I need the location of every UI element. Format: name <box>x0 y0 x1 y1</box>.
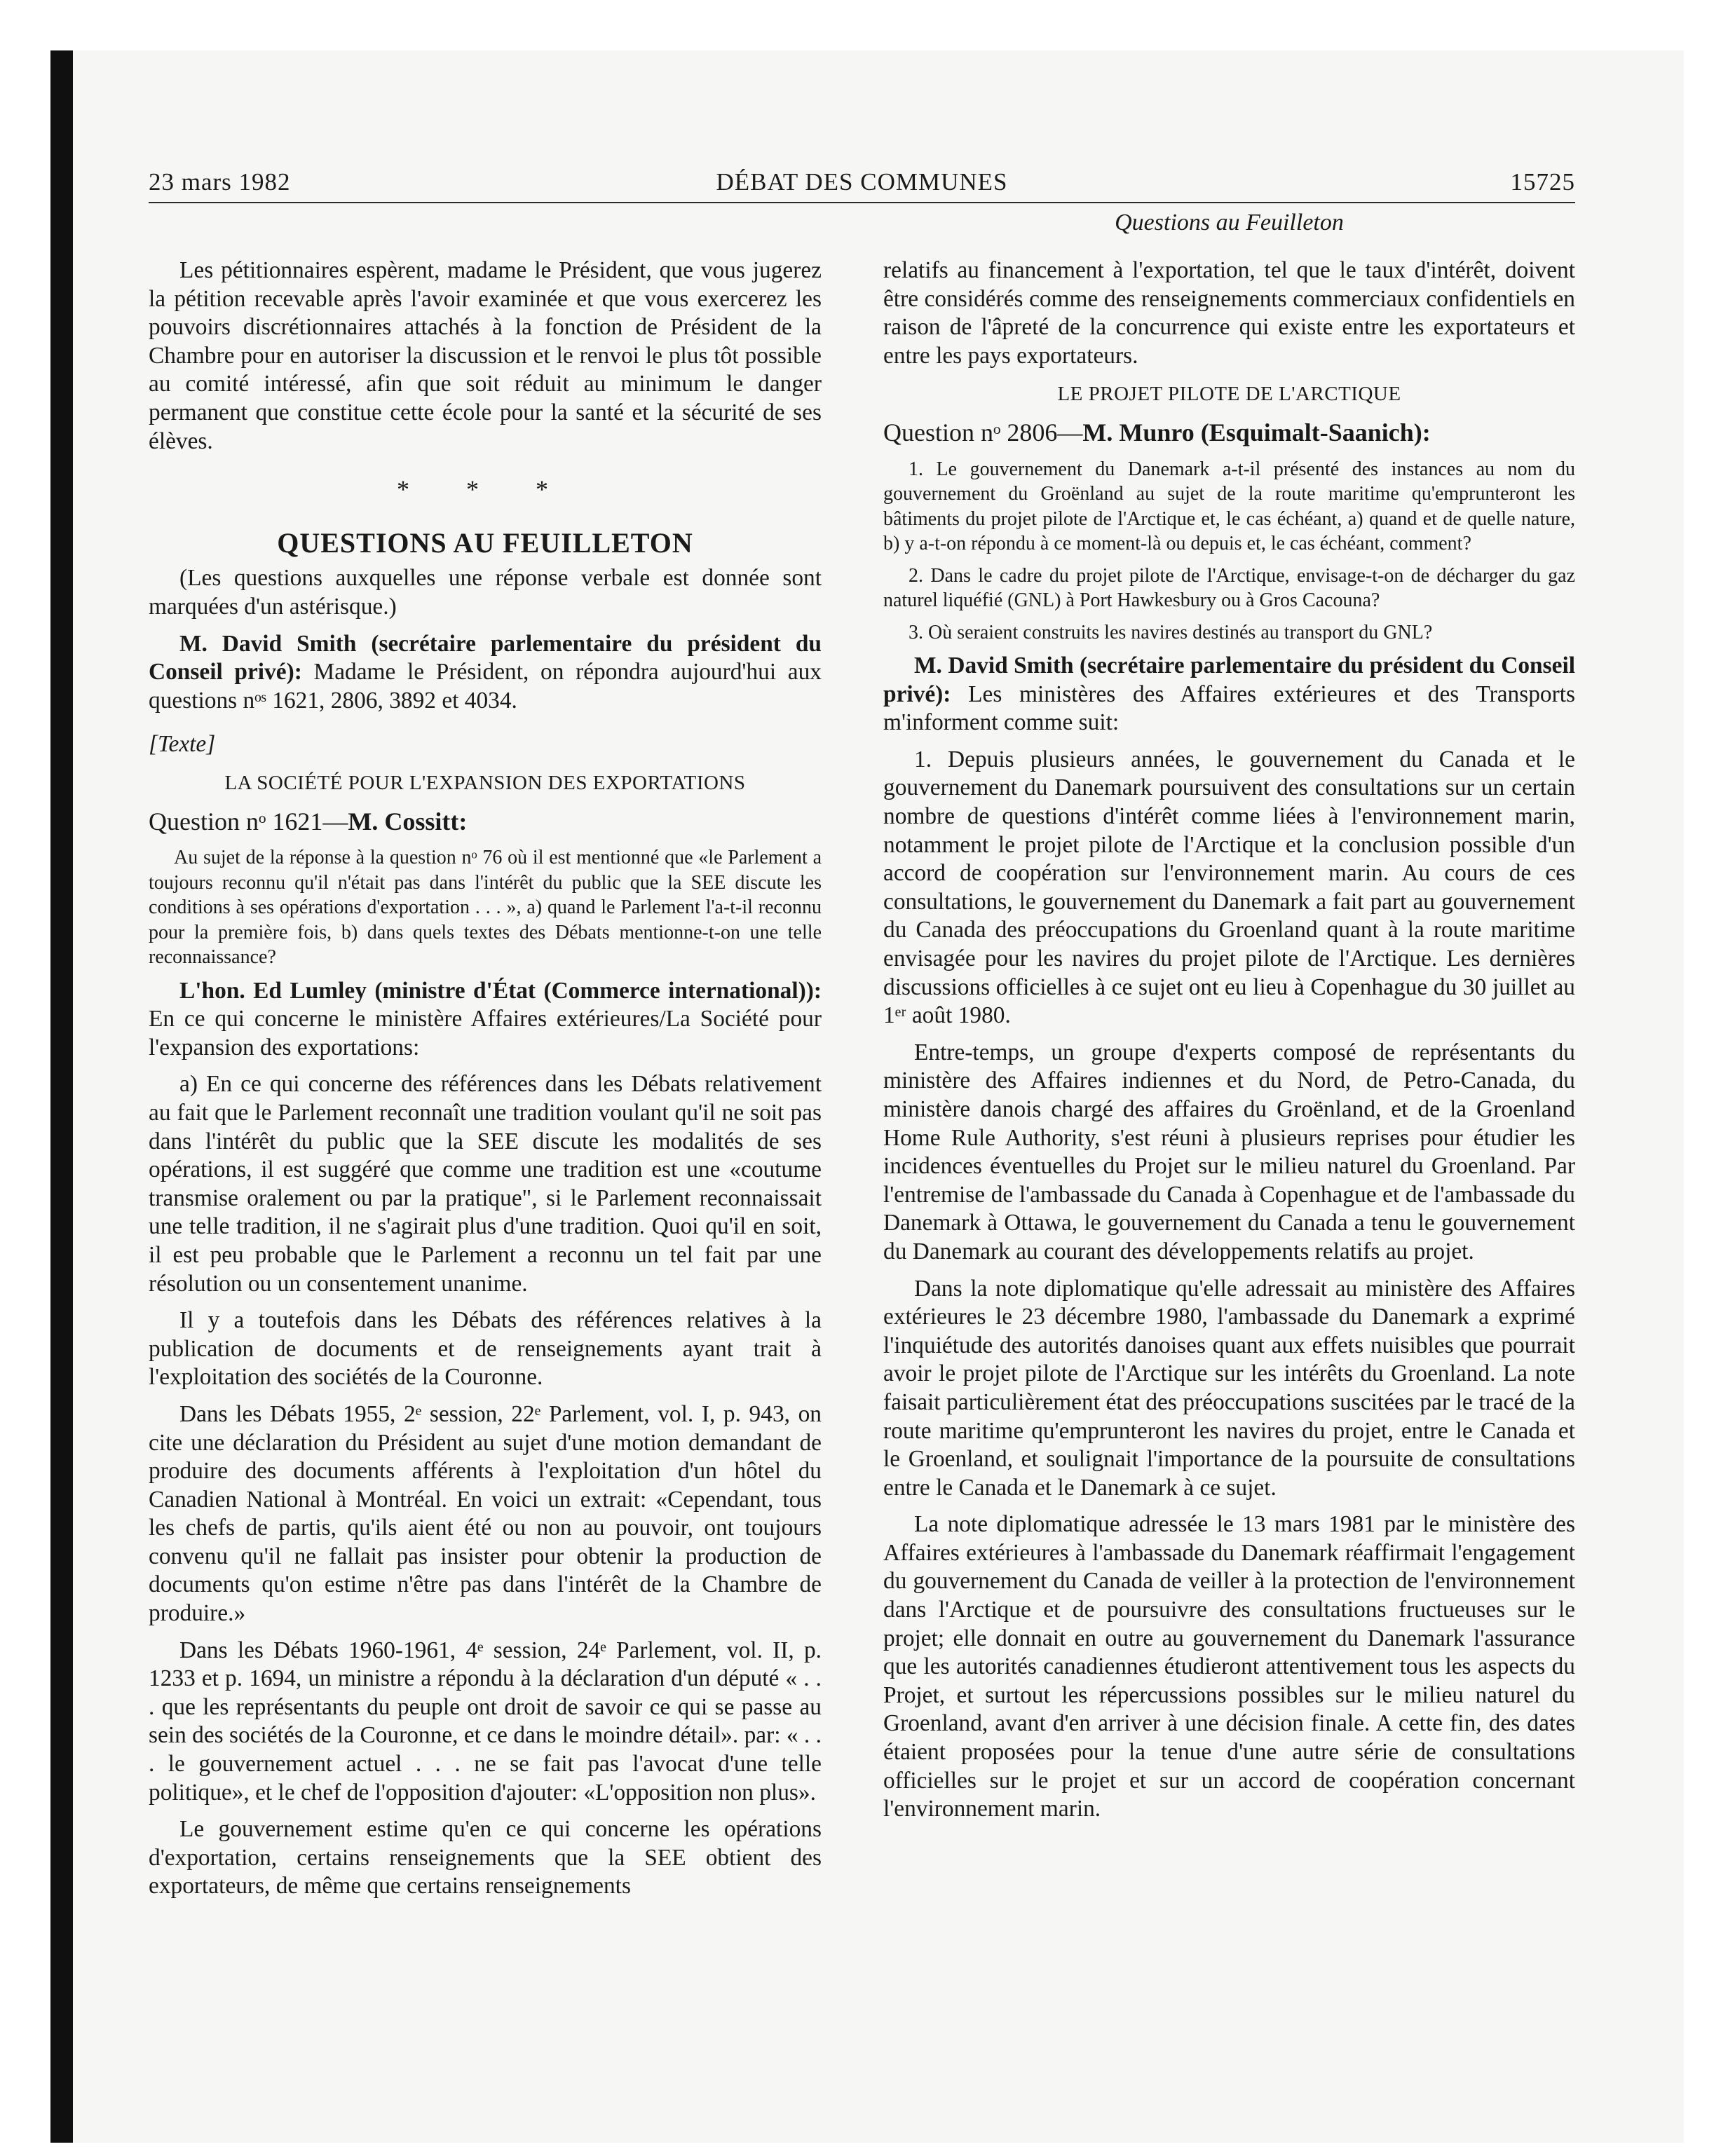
speaker-name: L'hon. Ed Lumley (ministre d'État (Commerce international)): <box>179 977 822 1004</box>
page-header <box>149 165 1575 203</box>
paragraph <box>149 630 822 716</box>
speech-text: En ce qui concerne le ministère Affaires extérieures/La Société pour l'expansion des exportations: <box>149 1006 822 1060</box>
paragraph: (Les questions auxquelles une réponse verbale est donnée sont marquées d'un astérisque.) <box>149 565 822 620</box>
header-page-number: 15725 <box>1510 168 1575 196</box>
speech-text: Madame le Président, on répondra aujourd'hui aux questions nᵒˢ 1621, 2806, 3892 et 4034. <box>149 659 822 714</box>
speaker-name: M. David Smith (secrétaire parlementaire du président du Conseil privé): <box>149 630 822 685</box>
question-number: Question nᵒ 2806— <box>883 418 1083 446</box>
paragraph <box>149 977 822 1063</box>
left-column <box>149 257 822 1909</box>
texte-marker: [Texte] <box>149 731 216 758</box>
speaker-name: M. David Smith (secrétaire parlementaire du président du Conseil privé): <box>883 653 1575 707</box>
question-author: M. Cossitt: <box>348 807 468 835</box>
question-text: 3. Où seraient construits les navires destinés au transport du GNL? <box>909 621 1433 643</box>
section-rubric: Questions au Feuilleton <box>1115 210 1344 236</box>
paragraph: Il y a toutefois dans les Débats des références relatives à la publication de documents et de renseignements ayant trait à l'exploitation des sociétés de la Couronne. <box>149 1307 822 1391</box>
paragraph: Dans les Débats 1955, 2ᵉ session, 22ᵉ Parlement, vol. I, p. 943, on cite une déclaration du Président au sujet d'une motion demandant de produire des documents afférents à l'exploitation d'un hôtel du Canadien National à Montréal. En voici un extrait: «Cependant, tous les chefs de partis, qu'ils aient été ou non au pouvoir, ont toujours convenu qu'il ne fallait pas insister pour obtenir la production de documents qu'on estime n'être pas dans l'intérêt de la Chambre de produire.» <box>149 1400 822 1627</box>
paragraph: Le gouvernement estime qu'en ce qui concerne les opérations d'exportation, certains renseignements que la SEE obtient des exportateurs, de même que certains renseignements <box>149 1816 822 1899</box>
question-text: Au sujet de la réponse à la question nᵒ 76 où il est mentionné que «le Parlement a toujours reconnu qu'il n'était pas dans l'intérêt du public que la SEE discute les conditions à ses opérations d'exportation . . . », a) quand le Parlement l'a-t-il reconnu pour la première fois, b) dans quels textes des Débats mentionne-t-on une telle reconnaissance? <box>149 847 822 969</box>
subsection-heading: LA SOCIÉTÉ POUR L'EXPANSION DES EXPORTATIONS <box>224 771 746 794</box>
scan-edge <box>50 50 73 2143</box>
header-title: DÉBAT DES COMMUNES <box>716 168 1008 196</box>
section-separator: * * * <box>397 475 573 504</box>
paragraph: a) En ce qui concerne des références dans les Débats relativement au fait que le Parlement reconnaît une tradition voulant qu'il ne soit pas dans l'intérêt du public que la SEE discute les modalités de ses opérations, il est suggéré que comme une tradition est une «coutume transmise oralement ou par la pratique", si le Parlement reconnaissait une telle tradition, il ne s'agirait plus d'une tradition. Quoi qu'il en soit, il est peu probable que le Parlement a reconnu un tel fait par une résolution ou un consentement unanime. <box>149 1071 822 1297</box>
paragraph: Les pétitionnaires espèrent, madame le Président, que vous jugerez la pétition recevable après l'avoir examinée et que vous exercerez les pouvoirs discrétionnaires attachés à la fonction de Président de la Chambre pour en autoriser la discussion et le renvoi le plus tôt possible au comité intéressé, afin que soit réduit au minimum le danger permanent que constitue cette école pour la santé et la sécurité de ses élèves. <box>149 257 822 454</box>
question-heading <box>883 418 1575 447</box>
section-title: QUESTIONS AU FEUILLETON <box>277 526 693 559</box>
question-text: 2. Dans le cadre du projet pilote de l'Arctique, envisage-t-on de décharger du gaz naturel liquéfié (GNL) à Port Hawkesbury ou à Gros Cacouna? <box>883 564 1575 612</box>
paragraph: Entre-temps, un groupe d'experts composé de représentants du ministère des Affaires indiennes et du Nord, de Petro-Canada, du ministère danois chargé des affaires du Groënland, et de la Groenland Home Rule Authority, s'est réuni à plusieurs reprises pour étudier les incidences éventuelles du Projet sur le milieu naturel du Groenland. Par l'entremise de l'ambassade du Canada à Copenhague et de l'ambassade du Danemark à Ottawa, le gouvernement du Canada a tenu le gouvernement du Danemark au courant des développements relatifs au projet. <box>883 1039 1575 1264</box>
paragraph <box>883 652 1575 737</box>
header-date: 23 mars 1982 <box>149 168 291 196</box>
question-number: Question nᵒ 1621— <box>149 807 348 835</box>
paragraph: 1. Depuis plusieurs années, le gouvernement du Canada et le gouvernement du Danemark poursuivent des consultations sur un certain nombre de questions d'intérêt comme liées à l'environnement marin, notamment le projet pilote de l'Arctique et la conclusion possible d'un accord de coopération sur l'environnement marin. Au cours de ces consultations, le gouvernement du Danemark a fait part au gouvernement du Canada des préoccupations du Groenland quant à la route maritime envisagée pour les navires du projet pilote de l'Arctique. Les dernières discussions officielles à ce sujet ont eu lieu à Copenhague du 30 juillet au 1ᵉʳ août 1980. <box>883 746 1575 1029</box>
paragraph: Dans la note diplomatique qu'elle adressait au ministère des Affaires extérieures le 23 décembre 1980, l'ambassade du Danemark a exprimé l'inquiétude des autorités danoises quant aux effets nuisibles que pourrait avoir le projet pilote de l'Arctique sur les intérêts du Groenland. La note faisait particulièrement état des préoccupations suscitées par le tracé de la route maritime qu'emprunteront les navires du projet, entre le Canada et le Groenland, et soulignait l'importance de la poursuite de consultations entre le Canada et le Danemark à ce sujet. <box>883 1275 1575 1501</box>
subsection-heading: LE PROJET PILOTE DE L'ARCTIQUE <box>1057 383 1401 406</box>
speech-text: Les ministères des Affaires extérieures et des Transports m'informent comme suit: <box>883 681 1575 736</box>
question-author: M. Munro (Esquimalt-Saanich): <box>1082 418 1431 446</box>
paragraph: La note diplomatique adressée le 13 mars 1981 par le ministère des Affaires extérieures à l'ambassade du Danemark réaffirmait l'engagement du gouvernement du Canada de veiller à la protection de l'environnement dans l'Arctique et de poursuivre des consultations fructueuses sur le projet; elle donnait en outre au gouvernement du Danemark l'assurance que les autorités canadiennes étudieront attentivement tous les aspects du Projet, et surtout les répercussions possibles sur le milieu naturel du Groenland, avant d'en arriver à une décision finale. A cette fin, des dates étaient proposées pour la tenue d'une autre série de consultations officielles sur le projet et sur un accord de coopération concernant l'environnement marin. <box>883 1511 1575 1822</box>
paragraph: relatifs au financement à l'exportation, tel que le taux d'intérêt, doivent être considérés comme des renseignements commerciaux confidentiels en raison de l'âpreté de la concurrence qui existe entre les exportateurs et entre les pays exportateurs. <box>883 257 1575 369</box>
question-text: 1. Le gouvernement du Danemark a-t-il présenté des instances au nom du gouvernement du Groënland au sujet de la route maritime qu'emprunteront les bâtiments du projet pilote de l'Arctique et, le cas échéant, a) quand et de quelle nature, b) y a-t-on répondu à ce moment-là ou depuis et, le cas échéant, comment? <box>883 458 1575 555</box>
paragraph: Dans les Débats 1960-1961, 4ᵉ session, 24ᵉ Parlement, vol. II, p. 1233 et p. 1694, un ministre a répondu à la déclaration d'un député « . . . que les représentants du peuple ont droit de savoir ce qui se passe au sein des sociétés de la Couronne, et ce dans le moindre détail». par: « . . . le gouvernement actuel . . . ne se fait pas l'avocat d'une telle politique», et le chef de l'opposition d'ajouter: «L'opposition non plus». <box>149 1637 822 1806</box>
question-heading <box>149 807 822 836</box>
right-column <box>883 257 1575 1832</box>
